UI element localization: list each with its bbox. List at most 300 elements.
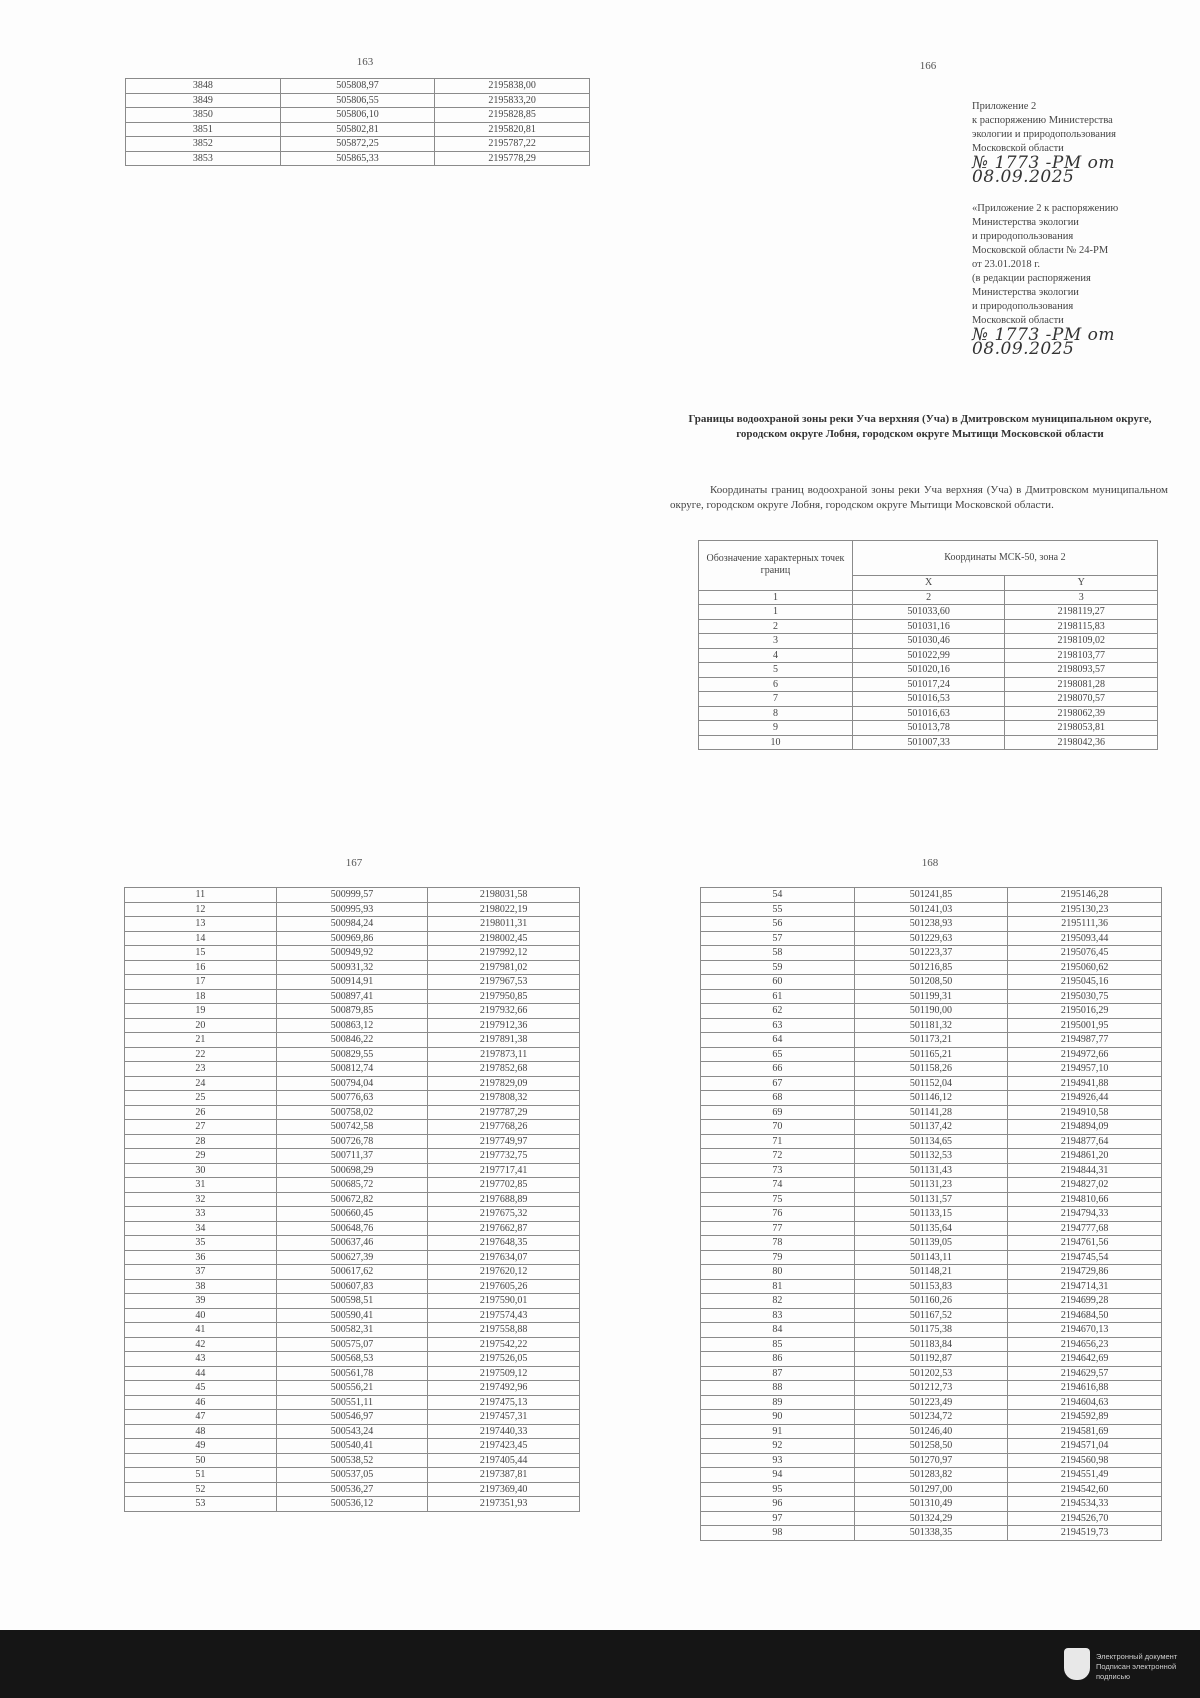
point-number-cell: 66: [701, 1062, 855, 1077]
appendix-line: и природопользования: [972, 231, 1074, 242]
x-coordinate-cell: 500672,82: [276, 1192, 428, 1207]
y-coordinate-cell: 2197675,32: [428, 1207, 580, 1222]
x-coordinate-cell: 501020,16: [852, 663, 1005, 678]
x-coordinate-cell: 501160,26: [854, 1294, 1008, 1309]
x-coordinate-cell: 501131,23: [854, 1178, 1008, 1193]
table-row: [701, 1047, 1162, 1062]
table-row: [125, 1018, 580, 1033]
y-coordinate-cell: 2197967,53: [428, 975, 580, 990]
table-row: [126, 108, 590, 123]
x-coordinate-cell: 505872,25: [280, 137, 435, 152]
table-row: [699, 634, 1158, 649]
table-row: [125, 960, 580, 975]
point-number-cell: 91: [701, 1424, 855, 1439]
table-row: [125, 1091, 580, 1106]
x-coordinate-cell: 500540,41: [276, 1439, 428, 1454]
table-row: [701, 1250, 1162, 1265]
table-row: [699, 692, 1158, 707]
table-row: [125, 1134, 580, 1149]
table-row: [126, 93, 590, 108]
x-coordinate-cell: 501199,31: [854, 989, 1008, 1004]
table-row: [701, 1163, 1162, 1178]
page-163: [125, 56, 590, 166]
x-coordinate-cell: 500846,22: [276, 1033, 428, 1048]
x-coordinate-cell: 500879,85: [276, 1004, 428, 1019]
footer-band: [0, 1630, 1200, 1698]
table-row: [701, 1395, 1162, 1410]
appendix-line: к распоряжению Министерства: [972, 115, 1113, 126]
y-coordinate-cell: 2194987,77: [1008, 1033, 1162, 1048]
y-coordinate-cell: 2194542,60: [1008, 1482, 1162, 1497]
point-number-cell: 67: [701, 1076, 855, 1091]
y-coordinate-cell: 2198042,36: [1005, 735, 1158, 750]
y-coordinate-cell: 2194745,54: [1008, 1250, 1162, 1265]
table-row: [125, 1337, 580, 1352]
point-number-cell: 95: [701, 1482, 855, 1497]
y-coordinate-cell: 2194534,33: [1008, 1497, 1162, 1512]
point-number-cell: 26: [125, 1105, 277, 1120]
point-number-cell: 56: [701, 917, 855, 932]
y-coordinate-cell: 2197574,43: [428, 1308, 580, 1323]
x-coordinate-cell: 500897,41: [276, 989, 428, 1004]
table-row: [126, 79, 590, 94]
point-number-cell: 3853: [126, 151, 281, 166]
point-number-cell: 12: [125, 902, 277, 917]
x-coordinate-cell: 500637,46: [276, 1236, 428, 1251]
table-row: [125, 1236, 580, 1251]
point-number-cell: 17: [125, 975, 277, 990]
x-coordinate-cell: 501143,11: [854, 1250, 1008, 1265]
x-coordinate-cell: 500999,57: [276, 888, 428, 903]
point-number-cell: 63: [701, 1018, 855, 1033]
point-number-cell: 2: [699, 619, 853, 634]
x-coordinate-cell: 500812,74: [276, 1062, 428, 1077]
coat-of-arms-icon: [1064, 1648, 1090, 1680]
table-row: [125, 1265, 580, 1280]
table-row: [125, 1308, 580, 1323]
point-number-cell: 8: [699, 706, 853, 721]
point-number-cell: 3850: [126, 108, 281, 123]
table-row: [125, 1366, 580, 1381]
y-coordinate-cell: 2198062,39: [1005, 706, 1158, 721]
x-coordinate-cell: 501181,32: [854, 1018, 1008, 1033]
x-coordinate-cell: 501141,28: [854, 1105, 1008, 1120]
x-coordinate-cell: 500776,63: [276, 1091, 428, 1106]
x-coordinate-cell: 500568,53: [276, 1352, 428, 1367]
point-number-cell: 68: [701, 1091, 855, 1106]
y-coordinate-cell: 2197526,05: [428, 1352, 580, 1367]
y-coordinate-cell: 2194581,69: [1008, 1424, 1162, 1439]
point-number-cell: 55: [701, 902, 855, 917]
y-coordinate-cell: 2195016,29: [1008, 1004, 1162, 1019]
y-coordinate-cell: 2197457,31: [428, 1410, 580, 1425]
y-coordinate-cell: 2195130,23: [1008, 902, 1162, 917]
point-number-cell: 87: [701, 1366, 855, 1381]
y-coordinate-cell: 2197509,12: [428, 1366, 580, 1381]
point-number-cell: 37: [125, 1265, 277, 1280]
y-coordinate-cell: 2198053,81: [1005, 721, 1158, 736]
x-coordinate-cell: 500561,78: [276, 1366, 428, 1381]
table-row: [699, 735, 1158, 750]
appendix-line: «Приложение 2 к распоряжению: [972, 203, 1119, 214]
table-row: [125, 1497, 580, 1512]
x-coordinate-cell: 501310,49: [854, 1497, 1008, 1512]
table-row: [701, 1294, 1162, 1309]
x-coordinate-cell: 501223,37: [854, 946, 1008, 961]
y-coordinate-cell: 2197634,07: [428, 1250, 580, 1265]
table-row: [125, 1004, 580, 1019]
y-coordinate-cell: 2195076,45: [1008, 946, 1162, 961]
point-number-cell: 98: [701, 1526, 855, 1541]
point-number-cell: 62: [701, 1004, 855, 1019]
y-coordinate-cell: 2194910,58: [1008, 1105, 1162, 1120]
point-number-cell: 29: [125, 1149, 277, 1164]
order-number-handwritten-2: № 1773 -РМ от 08.09.2025: [972, 325, 1116, 359]
table-row: [125, 1207, 580, 1222]
page-168: [700, 857, 1162, 1541]
point-number-cell: 59: [701, 960, 855, 975]
y-coordinate-cell: 2194684,50: [1008, 1308, 1162, 1323]
y-coordinate-cell: 2198093,57: [1005, 663, 1158, 678]
table-row: [699, 619, 1158, 634]
y-coordinate-cell: 2195001,95: [1008, 1018, 1162, 1033]
y-coordinate-cell: 2194957,10: [1008, 1062, 1162, 1077]
y-coordinate-cell: 2197423,45: [428, 1439, 580, 1454]
point-number-cell: 24: [125, 1076, 277, 1091]
point-number-cell: 45: [125, 1381, 277, 1396]
x-coordinate-cell: 501175,38: [854, 1323, 1008, 1338]
x-coordinate-cell: 501031,16: [852, 619, 1005, 634]
table-row: [125, 1047, 580, 1062]
point-number-cell: 96: [701, 1497, 855, 1512]
table-row: [699, 648, 1158, 663]
table-row: [701, 960, 1162, 975]
y-coordinate-cell: 2194551,49: [1008, 1468, 1162, 1483]
y-coordinate-cell: 2195820,81: [435, 122, 590, 137]
x-coordinate-cell: 500931,32: [276, 960, 428, 975]
point-number-cell: 44: [125, 1366, 277, 1381]
x-coordinate-cell: 501131,43: [854, 1163, 1008, 1178]
y-coordinate-cell: 2198031,58: [428, 888, 580, 903]
footer-caption: [1096, 1652, 1196, 1682]
table-row: [125, 1468, 580, 1483]
point-number-cell: 71: [701, 1134, 855, 1149]
point-number-cell: 57: [701, 931, 855, 946]
point-number-cell: 15: [125, 946, 277, 961]
x-coordinate-cell: 501167,52: [854, 1308, 1008, 1323]
x-coordinate-cell: 501173,21: [854, 1033, 1008, 1048]
y-coordinate-cell: 2194571,04: [1008, 1439, 1162, 1454]
table-row: [701, 1410, 1162, 1425]
point-number-cell: 53: [125, 1497, 277, 1512]
y-coordinate-cell: 2194604,63: [1008, 1395, 1162, 1410]
page-number: 168: [921, 857, 939, 869]
y-coordinate-cell: 2198070,57: [1005, 692, 1158, 707]
x-coordinate-cell: 501134,65: [854, 1134, 1008, 1149]
point-number-cell: 42: [125, 1337, 277, 1352]
point-number-cell: 35: [125, 1236, 277, 1251]
point-number-cell: 3851: [126, 122, 281, 137]
table-row: [699, 677, 1158, 692]
y-coordinate-cell: 2195060,62: [1008, 960, 1162, 975]
point-number-cell: 1: [699, 605, 853, 620]
table-row: [701, 1366, 1162, 1381]
point-number-cell: 51: [125, 1468, 277, 1483]
table-row: [701, 888, 1162, 903]
y-coordinate-cell: 2198022,19: [428, 902, 580, 917]
point-number-cell: 74: [701, 1178, 855, 1193]
point-number-cell: 52: [125, 1482, 277, 1497]
table-row: [701, 1497, 1162, 1512]
y-coordinate-cell: 2195787,22: [435, 137, 590, 152]
table-row: [125, 1221, 580, 1236]
y-coordinate-cell: 2197440,33: [428, 1424, 580, 1439]
table-row: [701, 1149, 1162, 1164]
y-coordinate-cell: 2194656,23: [1008, 1337, 1162, 1352]
x-coordinate-cell: 501229,63: [854, 931, 1008, 946]
y-coordinate-cell: 2197950,85: [428, 989, 580, 1004]
y-coordinate-cell: 2197620,12: [428, 1265, 580, 1280]
y-coordinate-cell: 2198011,31: [428, 917, 580, 932]
x-coordinate-cell: 501338,35: [854, 1526, 1008, 1541]
point-number-cell: 20: [125, 1018, 277, 1033]
x-coordinate-cell: 501016,63: [852, 706, 1005, 721]
point-number-cell: 92: [701, 1439, 855, 1454]
table-row: [701, 1279, 1162, 1294]
x-coordinate-cell: 501246,40: [854, 1424, 1008, 1439]
header-coordinates: Координаты МСК-50, зона 2: [852, 541, 1157, 576]
page-166-table: [698, 540, 1158, 750]
table-row: [125, 1163, 580, 1178]
y-coordinate-cell: 2197387,81: [428, 1468, 580, 1483]
point-number-cell: 60: [701, 975, 855, 990]
y-coordinate-cell: 2197852,68: [428, 1062, 580, 1077]
y-coordinate-cell: 2195146,28: [1008, 888, 1162, 903]
y-coordinate-cell: 2197732,75: [428, 1149, 580, 1164]
x-coordinate-cell: 501283,82: [854, 1468, 1008, 1483]
y-coordinate-cell: 2197492,96: [428, 1381, 580, 1396]
point-number-cell: 19: [125, 1004, 277, 1019]
x-coordinate-cell: 501165,21: [854, 1047, 1008, 1062]
x-coordinate-cell: 501137,42: [854, 1120, 1008, 1135]
point-number-cell: 14: [125, 931, 277, 946]
x-coordinate-cell: 501139,05: [854, 1236, 1008, 1251]
y-coordinate-cell: 2195838,00: [435, 79, 590, 94]
x-coordinate-cell: 501183,84: [854, 1337, 1008, 1352]
point-number-cell: 61: [701, 989, 855, 1004]
x-coordinate-cell: 500794,04: [276, 1076, 428, 1091]
x-coordinate-cell: 500969,86: [276, 931, 428, 946]
x-coordinate-cell: 501297,00: [854, 1482, 1008, 1497]
table-row: [125, 1076, 580, 1091]
table-row: [125, 1439, 580, 1454]
table-row: [701, 1120, 1162, 1135]
x-coordinate-cell: 500660,45: [276, 1207, 428, 1222]
point-number-cell: 86: [701, 1352, 855, 1367]
y-coordinate-cell: 2197702,85: [428, 1178, 580, 1193]
table-row: [125, 917, 580, 932]
appendix-line: Министерства экологии: [972, 217, 1079, 228]
table-row: [701, 1018, 1162, 1033]
point-number-cell: 84: [701, 1323, 855, 1338]
y-coordinate-cell: 2197405,44: [428, 1453, 580, 1468]
table-row: [701, 1062, 1162, 1077]
point-number-cell: 3852: [126, 137, 281, 152]
table-row: [125, 1352, 580, 1367]
point-number-cell: 21: [125, 1033, 277, 1048]
point-number-cell: 58: [701, 946, 855, 961]
table-row: [701, 1453, 1162, 1468]
table-row: [701, 1221, 1162, 1236]
table-row: [701, 1004, 1162, 1019]
header-y: Y: [1005, 576, 1158, 591]
appendix-line: и природопользования: [972, 301, 1074, 312]
document-title: Границы водоохраной зоны реки Уча верхняя (Уча) в Дмитровском муниципальном округе, городском округе Лобня, городском округе Мытищи Московской области: [688, 413, 1152, 440]
y-coordinate-cell: 2194592,89: [1008, 1410, 1162, 1425]
point-number-cell: 79: [701, 1250, 855, 1265]
point-number-cell: 89: [701, 1395, 855, 1410]
point-number-cell: 81: [701, 1279, 855, 1294]
y-coordinate-cell: 2195833,20: [435, 93, 590, 108]
point-number-cell: 73: [701, 1163, 855, 1178]
y-coordinate-cell: 2197912,36: [428, 1018, 580, 1033]
table-row: [701, 1076, 1162, 1091]
y-coordinate-cell: 2198109,02: [1005, 634, 1158, 649]
point-number-cell: 93: [701, 1453, 855, 1468]
appendix-line: Московской области: [972, 315, 1064, 326]
x-coordinate-cell: 501135,64: [854, 1221, 1008, 1236]
table-row: [699, 605, 1158, 620]
table-row: [701, 989, 1162, 1004]
point-number-cell: 34: [125, 1221, 277, 1236]
point-number-cell: 38: [125, 1279, 277, 1294]
table-row: [701, 975, 1162, 990]
point-number-cell: 18: [125, 989, 277, 1004]
x-coordinate-cell: 500598,51: [276, 1294, 428, 1309]
point-number-cell: 75: [701, 1192, 855, 1207]
point-number-cell: 49: [125, 1439, 277, 1454]
y-coordinate-cell: 2194926,44: [1008, 1091, 1162, 1106]
table-row: [125, 1424, 580, 1439]
table-row: [125, 1294, 580, 1309]
table-row: [125, 888, 580, 903]
header-col-number-1: 1: [699, 590, 853, 605]
point-number-cell: 54: [701, 888, 855, 903]
table-row: [125, 1395, 580, 1410]
y-coordinate-cell: 2197688,89: [428, 1192, 580, 1207]
y-coordinate-cell: 2197932,66: [428, 1004, 580, 1019]
table-row: [125, 1482, 580, 1497]
x-coordinate-cell: 501190,00: [854, 1004, 1008, 1019]
point-number-cell: 48: [125, 1424, 277, 1439]
y-coordinate-cell: 2194810,66: [1008, 1192, 1162, 1207]
point-number-cell: 77: [701, 1221, 855, 1236]
order-number-handwritten: № 1773 -РМ от 08.09.2025: [972, 153, 1116, 187]
x-coordinate-cell: 500829,55: [276, 1047, 428, 1062]
x-coordinate-cell: 501324,29: [854, 1511, 1008, 1526]
table-row: [125, 1250, 580, 1265]
x-coordinate-cell: 500711,37: [276, 1149, 428, 1164]
point-number-cell: 70: [701, 1120, 855, 1135]
y-coordinate-cell: 2197648,35: [428, 1236, 580, 1251]
x-coordinate-cell: 500726,78: [276, 1134, 428, 1149]
y-coordinate-cell: 2195828,85: [435, 108, 590, 123]
table-row: [125, 1381, 580, 1396]
document-paragraph: Координаты границ водоохраной зоны реки Уча верхняя (Уча) в Дмитровском муниципальном округе, городском округе Лобня, городском округе Мытищи Московской области.: [670, 484, 1168, 511]
x-coordinate-cell: 500742,58: [276, 1120, 428, 1135]
point-number-cell: 11: [125, 888, 277, 903]
point-number-cell: 28: [125, 1134, 277, 1149]
x-coordinate-cell: 501013,78: [852, 721, 1005, 736]
y-coordinate-cell: 2198103,77: [1005, 648, 1158, 663]
point-number-cell: 41: [125, 1323, 277, 1338]
table-row: [125, 989, 580, 1004]
coordinates-table: [124, 887, 580, 1512]
y-coordinate-cell: 2197768,26: [428, 1120, 580, 1135]
x-coordinate-cell: 500546,97: [276, 1410, 428, 1425]
table-row: [701, 1308, 1162, 1323]
x-coordinate-cell: 501270,97: [854, 1453, 1008, 1468]
point-number-cell: 10: [699, 735, 853, 750]
x-coordinate-cell: 500984,24: [276, 917, 428, 932]
table-row: [701, 1265, 1162, 1280]
point-number-cell: 9: [699, 721, 853, 736]
table-row: [701, 1381, 1162, 1396]
y-coordinate-cell: 2197787,29: [428, 1105, 580, 1120]
table-row: [125, 931, 580, 946]
x-coordinate-cell: 501033,60: [852, 605, 1005, 620]
y-coordinate-cell: 2198081,28: [1005, 677, 1158, 692]
x-coordinate-cell: 501202,53: [854, 1366, 1008, 1381]
y-coordinate-cell: 2195778,29: [435, 151, 590, 166]
page-number: 167: [345, 857, 363, 869]
table-row: [125, 1178, 580, 1193]
table-row: [701, 1033, 1162, 1048]
point-number-cell: 88: [701, 1381, 855, 1396]
y-coordinate-cell: 2194670,13: [1008, 1323, 1162, 1338]
point-number-cell: 3849: [126, 93, 281, 108]
y-coordinate-cell: 2197873,11: [428, 1047, 580, 1062]
x-coordinate-cell: 500995,93: [276, 902, 428, 917]
point-number-cell: 78: [701, 1236, 855, 1251]
point-number-cell: 32: [125, 1192, 277, 1207]
y-coordinate-cell: 2194827,02: [1008, 1178, 1162, 1193]
point-number-cell: 6: [699, 677, 853, 692]
point-number-cell: 36: [125, 1250, 277, 1265]
appendix-line: (в редакции распоряжения: [972, 273, 1091, 284]
footer-text-line-2: Подписан электронной подписью: [1096, 1662, 1177, 1681]
x-coordinate-cell: 500758,02: [276, 1105, 428, 1120]
x-coordinate-cell: 501016,53: [852, 692, 1005, 707]
x-coordinate-cell: 500536,12: [276, 1497, 428, 1512]
table-row: [701, 1511, 1162, 1526]
y-coordinate-cell: 2194629,57: [1008, 1366, 1162, 1381]
point-number-cell: 65: [701, 1047, 855, 1062]
table-row: [701, 1192, 1162, 1207]
y-coordinate-cell: 2195111,36: [1008, 917, 1162, 932]
x-coordinate-cell: 501223,49: [854, 1395, 1008, 1410]
x-coordinate-cell: 500536,27: [276, 1482, 428, 1497]
footer-text-line-1: Электронный документ: [1096, 1652, 1178, 1661]
point-number-cell: 64: [701, 1033, 855, 1048]
point-number-cell: 97: [701, 1511, 855, 1526]
y-coordinate-cell: 2194714,31: [1008, 1279, 1162, 1294]
x-coordinate-cell: 501234,72: [854, 1410, 1008, 1425]
point-number-cell: 3: [699, 634, 853, 649]
y-coordinate-cell: 2197369,40: [428, 1482, 580, 1497]
table-row: [701, 1439, 1162, 1454]
x-coordinate-cell: 500537,05: [276, 1468, 428, 1483]
